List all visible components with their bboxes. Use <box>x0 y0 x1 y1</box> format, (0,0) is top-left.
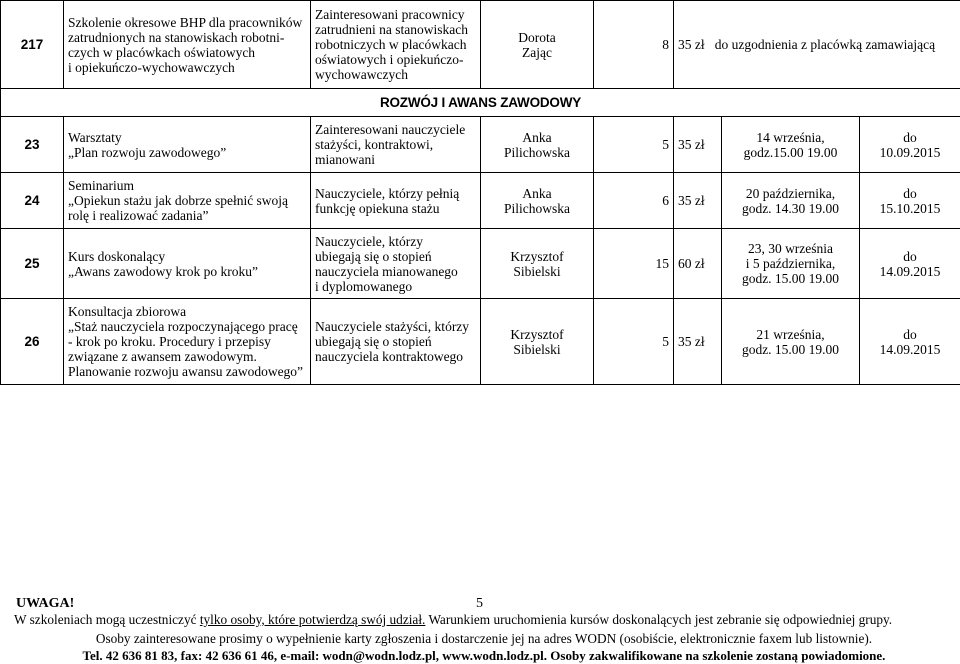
row-number: 25 <box>1 229 64 299</box>
target-group: Zainteresowani pracownicy zatrudnieni na stanowiskach robotniczych w placówkach oświatowych i opiekuńczo- wychowawczych <box>311 1 481 89</box>
course-price: 35 zł <box>674 299 722 385</box>
table-row <box>1 117 960 173</box>
registration-deadline: do 15.10.2015 <box>860 173 960 229</box>
footer-underlined-condition: tylko osoby, które potwierdzą swój udział. <box>199 612 426 627</box>
row-number: 23 <box>1 117 64 173</box>
course-date: 14 września, godz.15.00 19.00 <box>722 117 860 173</box>
table-row <box>1 173 960 229</box>
course-topic: Konsultacja zbiorowa „Staż nauczyciela rozpoczynającego pracę - krok po kroku. Procedury i przepisy związane z awansem zawodowym. Planowanie rozwoju awansu zawodowego” <box>64 299 311 385</box>
registration-deadline: do 14.09.2015 <box>860 299 960 385</box>
page-number: 5 <box>476 596 483 611</box>
target-group: Zainteresowani nauczyciele stażyści, kontraktowi, mianowani <box>311 117 481 173</box>
row-number: 217 <box>1 1 64 89</box>
course-hours: 15 <box>594 229 674 299</box>
section-row <box>1 89 960 117</box>
table-row <box>1 299 960 385</box>
course-leader: Krzysztof Sibielski <box>481 229 594 299</box>
footer-line-1-start: W szkoleniach mogą uczestniczyć <box>14 612 200 627</box>
table-row <box>1 229 960 299</box>
course-hours: 8 <box>594 1 674 89</box>
course-leader: Anka Pilichowska <box>481 173 594 229</box>
notice-heading: UWAGA! <box>16 596 75 611</box>
registration-deadline: do 10.09.2015 <box>860 117 960 173</box>
row-number: 24 <box>1 173 64 229</box>
target-group: Nauczyciele, którzy ubiegają się o stopień nauczyciela mianowanego i dyplomowanego <box>311 229 481 299</box>
course-hours: 6 <box>594 173 674 229</box>
course-topic: Warsztaty „Plan rozwoju zawodowego” <box>64 117 311 173</box>
footer-line-2: Osoby zainteresowane prosimy o wypełnienie karty zgłoszenia i dostarczenie jej na adres WODN (osobiście, elektronicznie faxem lub listownie). <box>95 631 873 646</box>
course-price: 35 zł <box>678 37 705 52</box>
registration-deadline: do 14.09.2015 <box>860 229 960 299</box>
course-hours: 5 <box>594 299 674 385</box>
arrangement-note: do uzgodnienia z placówką zamawiającą <box>714 37 936 52</box>
course-price: 35 zł <box>674 117 722 173</box>
course-leader: Anka Pilichowska <box>481 117 594 173</box>
course-hours: 5 <box>594 117 674 173</box>
schedule-note <box>674 1 960 89</box>
target-group: Nauczyciele stażyści, którzy ubiegają się o stopień nauczyciela kontraktowego <box>311 299 481 385</box>
footer-line-1 <box>14 612 954 628</box>
footer-line-1-end: Warunkiem uruchomienia kursów doskonalących jest zebranie się odpowiedniej grupy. <box>425 612 893 627</box>
course-topic: Szkolenie okresowe BHP dla pracowników zatrudnionych na stanowiskach robotni- czych w placówkach oświatowych i opiekuńczo-wychowawczych <box>64 1 311 89</box>
course-price: 35 zł <box>674 173 722 229</box>
row-number: 26 <box>1 299 64 385</box>
course-topic: Kurs doskonalący „Awans zawodowy krok po kroku” <box>64 229 311 299</box>
course-leader: Dorota Zając <box>481 1 594 89</box>
course-date: 21 września, godz. 15.00 19.00 <box>722 299 860 385</box>
course-price: 60 zł <box>674 229 722 299</box>
course-topic: Seminarium „Opiekun stażu jak dobrze spełnić swoją rolę i realizować zadania” <box>64 173 311 229</box>
course-date: 23, 30 września i 5 października, godz. 15.00 19.00 <box>722 229 860 299</box>
footer-contact-line: Tel. 42 636 81 83, fax: 42 636 61 46, e-mail: wodn@wodn.lodz.pl, www.wodn.lodz.pl. Osoby zakwalifikowane na szkolenie zostaną powiadomione. <box>82 648 886 663</box>
course-leader: Krzysztof Sibielski <box>481 299 594 385</box>
course-date: 20 października, godz. 14.30 19.00 <box>722 173 860 229</box>
table-row <box>1 1 960 89</box>
section-title: ROZWÓJ I AWANS ZAWODOWY <box>1 89 960 117</box>
target-group: Nauczyciele, którzy pełnią funkcję opiekuna stażu <box>311 173 481 229</box>
